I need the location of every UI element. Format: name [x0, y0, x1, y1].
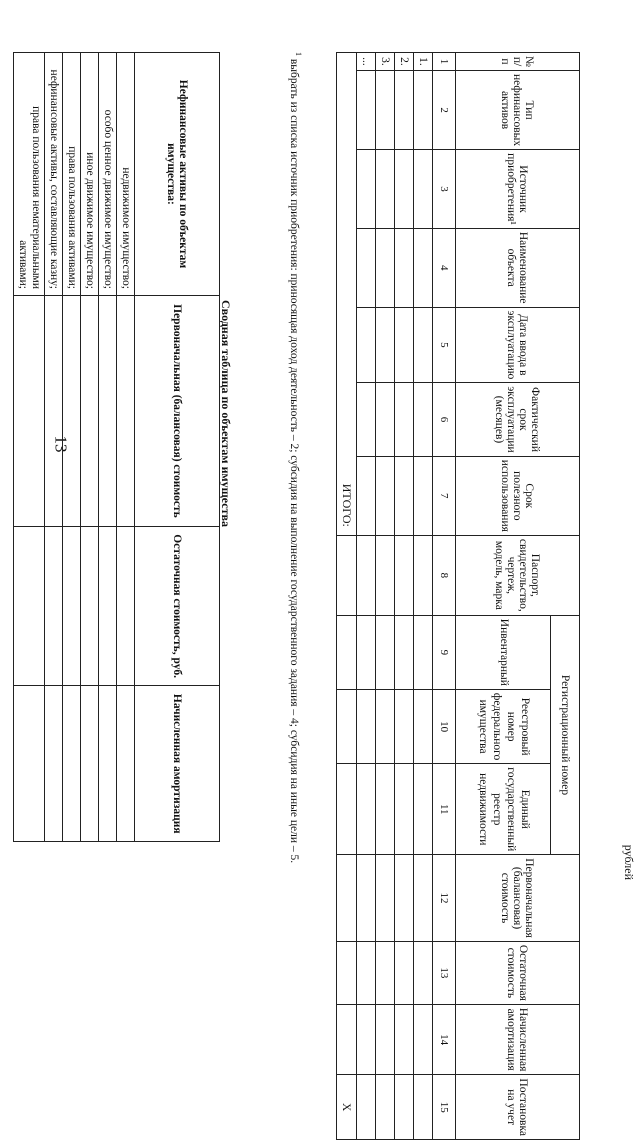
property-table: [336, 52, 580, 1140]
column-number: 7: [433, 456, 456, 535]
column-number: 6: [433, 383, 456, 456]
column-number: 4: [433, 228, 456, 307]
summary-row-label: нефинансовые активы, составляющие казну;: [45, 53, 63, 296]
table-row: [414, 53, 433, 1140]
summary-header: Остаточная стоимость, руб.: [135, 526, 220, 686]
total-row: [337, 53, 357, 1140]
table-row: [357, 53, 376, 1140]
summary-table: [13, 52, 220, 842]
page-number: 13: [51, 435, 71, 453]
column-number: 15: [433, 1075, 456, 1140]
summary-row: [63, 53, 81, 842]
summary-header: Первоначальная (балансовая) стоимость: [135, 296, 220, 527]
table-row: [395, 53, 414, 1140]
header-cell: Наименование объекта: [456, 228, 580, 307]
header-cell: Тип нефинансовых активов: [456, 70, 580, 149]
column-number: 12: [433, 855, 456, 942]
header-cell: Начисленная амортизация: [456, 1004, 580, 1075]
footnote-text: выбрать из списка источник приобретения: приносящая доход деятельность – 2; субсидия на выполнение государственного задания – 4; субсидия на иные цели – 5.: [288, 58, 301, 864]
summary-title: Сводная таблица по объектам имущества: [219, 300, 233, 527]
footnote-marker: 1: [294, 52, 303, 56]
summary-row-label: недвижимое имущество;: [117, 53, 135, 296]
summary-row: [117, 53, 135, 842]
column-number: 2: [433, 70, 456, 149]
column-number: 5: [433, 307, 456, 383]
landscape-page: [17, 0, 640, 1136]
summary-row-label: права пользования активами;: [63, 53, 81, 296]
table-row: [376, 53, 395, 1140]
column-number: 14: [433, 1004, 456, 1075]
summary-row-label: особо ценное движимое имущество;: [99, 53, 117, 296]
header-cell: Дата ввода в эксплуатацию: [456, 307, 580, 383]
units-label: рублей: [622, 844, 636, 880]
total-mark: X: [337, 1075, 357, 1140]
header-cell: Инвентарный: [456, 615, 551, 689]
column-number: 1: [433, 53, 456, 71]
column-number: 13: [433, 941, 456, 1004]
header-cell: Единый государственный реестр недвижимости: [456, 764, 551, 855]
total-label: ИТОГО:: [337, 53, 357, 536]
column-number: 8: [433, 535, 456, 615]
column-number: 3: [433, 150, 456, 229]
header-cell: Фактический срок эксплуатации (месяцев): [456, 383, 580, 456]
footnote: [286, 52, 305, 872]
header-cell: Остаточная стоимость: [456, 941, 580, 1004]
column-number: 10: [433, 689, 456, 763]
summary-row: [45, 53, 63, 842]
row-number: 3.: [376, 53, 395, 71]
summary-row-label: иное движимое имущество;: [81, 53, 99, 296]
header-cell: Источник приобретения¹: [456, 150, 580, 229]
summary-row: [99, 53, 117, 842]
summary-row: [14, 53, 45, 842]
column-number: 11: [433, 764, 456, 855]
summary-row: [81, 53, 99, 842]
header-cell: Реестровый номер федерального имущества: [456, 689, 551, 763]
column-number: 9: [433, 615, 456, 689]
header-cell: Срок полезного использования: [456, 456, 580, 535]
header-cell: № п/п: [456, 53, 580, 71]
row-number: 2.: [395, 53, 414, 71]
summary-header: Нефинансовые активы по объектам имущества:: [135, 53, 220, 296]
registration-group-header: Регистрационный номер: [551, 615, 580, 854]
header-cell: Паспорт, свидетельство, чертеж, модель, марка: [456, 535, 580, 615]
header-cell: Первоначальная (балансовая) стоимость: [456, 855, 580, 942]
summary-header: Начисленная амортизация: [135, 686, 220, 842]
row-number: ...: [357, 53, 376, 71]
summary-row-label: права пользования нематериальными активами;: [14, 53, 45, 296]
row-number: 1.: [414, 53, 433, 71]
header-cell: Постановка на учет: [456, 1075, 580, 1140]
